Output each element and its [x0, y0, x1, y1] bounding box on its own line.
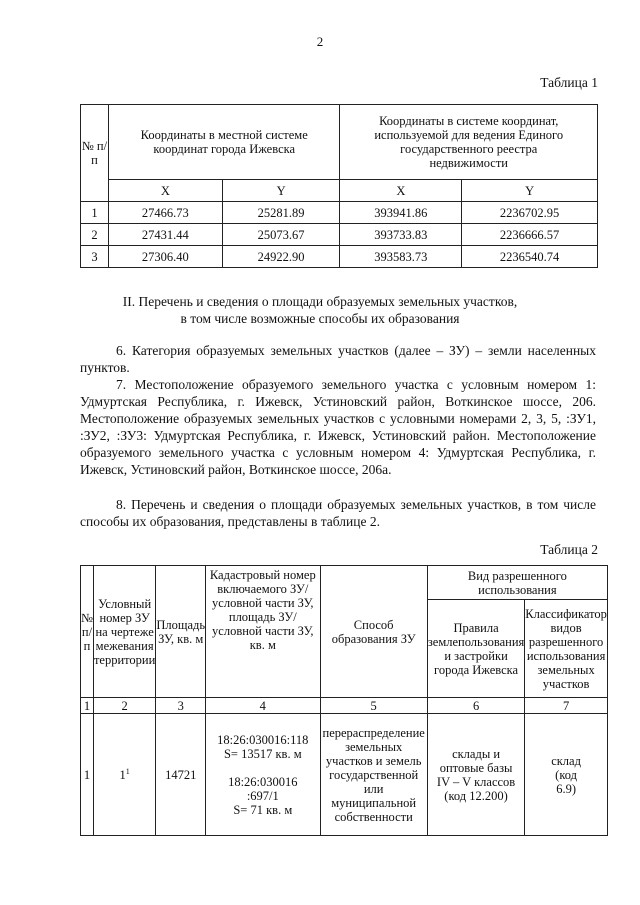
- cell-x-local: 27306.40: [108, 246, 222, 268]
- t2-header-cond: Условный номер ЗУ на чертеже межевания территории: [93, 566, 155, 698]
- col-num: 4: [206, 698, 320, 714]
- paragraph-6-text: 6. Категория образуемых земельных участков (далее – ЗУ) – земли населенных пунктов.: [80, 343, 596, 375]
- section-heading-line1: II. Перечень и сведения о площади образуемых земельных участков,: [122, 294, 518, 309]
- cell-x-local: 27431.44: [108, 224, 222, 246]
- cell-x-local: 27466.73: [108, 202, 222, 224]
- cell-y-local: 25281.89: [222, 202, 340, 224]
- paragraph-8-text: 8. Перечень и сведения о площади образуемых земельных участков, в том числе способы их образования, представлены в таблице 2.: [80, 497, 596, 529]
- col-num: 6: [427, 698, 524, 714]
- t1-col-x-local: X: [108, 180, 222, 202]
- cell-x-egrn: 393733.83: [340, 224, 462, 246]
- t1-header-egrn: Координаты в системе координат, используемой для ведения Единого государственного реестра недвижимости: [340, 105, 598, 180]
- cell-y-local: 25073.67: [222, 224, 340, 246]
- cond-value: 1: [119, 767, 126, 782]
- t1-header-num: № п/п: [81, 105, 109, 202]
- table2-caption: Таблица 2: [540, 542, 598, 557]
- t2-header-num: № п/п: [81, 566, 94, 698]
- table-row: [81, 224, 598, 246]
- cond-footnote: 1: [125, 766, 130, 776]
- t1-header-local: Координаты в местной системе координат города Ижевска: [108, 105, 340, 180]
- t2-header-classifier: Классификатор видов разрешенного использования земельных участков: [525, 600, 608, 698]
- paragraph-8: [80, 496, 596, 530]
- t2-header-permitted: Вид разрешенного использования: [427, 566, 607, 600]
- cell-method: перераспределение земельных участков и земель государственной или муниципальной собственности: [320, 714, 427, 836]
- cell-classifier: склад (код 6.9): [525, 714, 608, 836]
- table1-caption: Таблица 1: [540, 75, 598, 90]
- section-heading-line2: в том числе возможные способы их образования: [180, 311, 460, 326]
- t1-col-y-egrn: Y: [462, 180, 598, 202]
- t2-header-area: Площадь ЗУ, кв. м: [156, 566, 206, 698]
- land-plots-table: [80, 565, 608, 836]
- cell-y-egrn: 2236702.95: [462, 202, 598, 224]
- paragraph-7: [80, 376, 596, 478]
- cell-num: 2: [81, 224, 109, 246]
- table-row: [81, 246, 598, 268]
- t2-header-method: Способ образования ЗУ: [320, 566, 427, 698]
- paragraph-7-text: 7. Местоположение образуемого земельного участка с условным номером 1: Удмуртская Республика, г. Ижевск, Устиновский район, Воткинское шоссе, 206. Местоположение образуемых земельных участков с условными номерами 2, 3, 5, :ЗУ1, :ЗУ2, :ЗУ3: Удмуртская Республика, г. Ижевск, Устиновский район. Местоположение образуемого земельного участка с условным номером 4: Удмуртская Республика, г. Ижевск, Устиновский район, Воткинское шоссе, 206а.: [80, 377, 596, 477]
- t2-header-rules: Правила землепользования и застройки города Ижевска: [427, 600, 524, 698]
- cell-x-egrn: 393583.73: [340, 246, 462, 268]
- col-num: 7: [525, 698, 608, 714]
- cell-y-local: 24922.90: [222, 246, 340, 268]
- cell-num: 1: [81, 714, 94, 836]
- t1-col-y-local: Y: [222, 180, 340, 202]
- col-num: 3: [156, 698, 206, 714]
- cad-number-2: 18:26:030016 :697/1: [228, 774, 298, 803]
- cell-cad: [206, 714, 320, 836]
- coordinates-table: [80, 104, 598, 268]
- table-row: [81, 202, 598, 224]
- cell-area: 14721: [156, 714, 206, 836]
- cad-number-1: 18:26:030016:118: [217, 732, 309, 747]
- column-numbers-row: [81, 698, 608, 714]
- col-num: 5: [320, 698, 427, 714]
- cell-num: 3: [81, 246, 109, 268]
- paragraph-6: [80, 342, 596, 376]
- cell-num: 1: [81, 202, 109, 224]
- cell-y-egrn: 2236540.74: [462, 246, 598, 268]
- col-num: 2: [93, 698, 155, 714]
- section-heading: [0, 293, 640, 327]
- cad-area-2: S= 71 кв. м: [233, 802, 293, 817]
- cell-x-egrn: 393941.86: [340, 202, 462, 224]
- col-num: 1: [81, 698, 94, 714]
- cell-cond: [93, 714, 155, 836]
- t2-header-cad: Кадастровый номер включаемого ЗУ/ условной части ЗУ, площадь ЗУ/ условной части ЗУ, кв. м: [206, 566, 320, 698]
- cell-rules: склады и оптовые базы IV – V классов (код 12.200): [427, 714, 524, 836]
- cell-y-egrn: 2236666.57: [462, 224, 598, 246]
- t1-col-x-egrn: X: [340, 180, 462, 202]
- table-row: [81, 714, 608, 836]
- page-number: 2: [316, 34, 324, 49]
- cad-area-1: S= 13517 кв. м: [223, 746, 302, 761]
